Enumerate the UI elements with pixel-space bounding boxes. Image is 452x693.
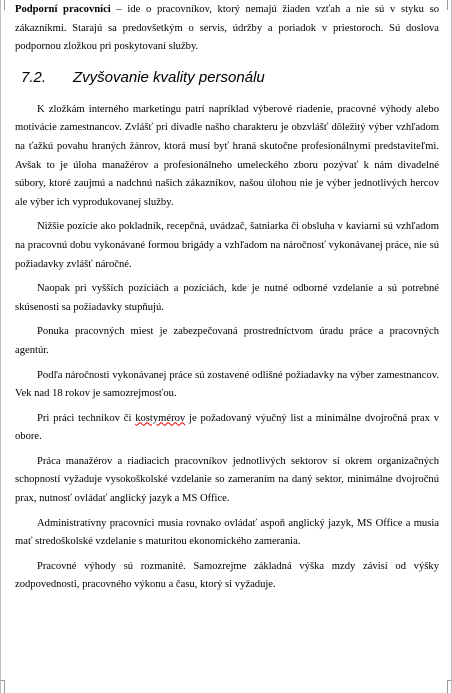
paragraph: Práca manažérov a riadiacich pracovníkov jednotlivých sektorov si okrem organizačných schopností vyžaduje vysokoškolské vzdelanie so zameraním na daný sektor, minimálne dvojročnú prax, nutnosť ovládať anglický jazyk a MS Office.	[15, 455, 439, 505]
technicians-text-end: je požadovaný výučný list a minimálne dvojročná prax v obore.	[15, 412, 439, 443]
intro-lead: Podporní pracovníci	[15, 4, 111, 15]
paragraph: Administratívny pracovníci musia rovnako ovládať aspoň anglický jazyk, MS Office a musia mať stredoškolské vzdelanie s maturitou ekonomického zamerania.	[15, 517, 439, 548]
margin-marker	[4, 681, 5, 693]
section-heading	[21, 68, 439, 88]
document-body[interactable]	[15, 1, 439, 601]
paragraph: Nižšie pozície ako pokladník, recepčná, uvádzač, šatniarka či obsluha v kaviarni sú vzhľadom na pracovnú dobu vykonávané formou brigády a vzhľadom na náročnosť vykonávanej práce, nie sú požiadavky zvlášť náročné.	[15, 221, 439, 270]
section-title: Zvyšovanie kvality personálu	[73, 68, 265, 86]
paragraph: Naopak pri vyšších pozíciách a pozíciách, kde je nutné odborné vzdelanie a sú potrebné skúsenosti sa požiadavky stupňujú.	[15, 283, 439, 313]
margin-marker	[447, 0, 448, 10]
technicians-text-start: Pri práci technikov či	[37, 412, 136, 424]
intro-text: – ide o pracovníkov, ktorý nemajú žiaden vzťah a nie sú v styku so zákazníkmi. Starajú sa predovšetkým o servis, údržby a poriadok v priestoroch. Sú doslova podpornou zložkou pri poskytovaní služby.	[15, 4, 439, 53]
margin-marker	[447, 680, 451, 681]
paragraph: Pracovné výhody sú rozmanité. Samozrejme základná výška mzdy závisí od výšky zodpovednosti, pracovného výkonu a času, ktorý si vyžaduje.	[15, 560, 439, 591]
margin-marker	[4, 0, 5, 10]
margin-marker	[1, 680, 5, 681]
section-number: 7.2.	[21, 68, 47, 86]
paragraph-technicians	[15, 410, 439, 447]
misspelled-word[interactable]: kostymérov	[135, 412, 186, 424]
intro-paragraph	[15, 1, 439, 57]
paragraph: K zložkám interného marketingu patrí napríklad výberové riadenie, pracovné výhody alebo motivácie zamestnancov. Zvlášť pri divadle našho charakteru je obzvlášť dôležitý výber vzhľadom na ťažkú povahu hraných žánrov, ktorá musí byť hraná skutočne profesionálnymi predstaviteľmi. Avšak to je úloha manažérov a profesionálneho umeleckého zboru pozývať k nám divadelné súbory, ktoré zaujmú a nadchnú našich zákazníkov, našou úlohou nie je výber jednotlivých hercov ale výber ich vyprodukovanej služby.	[15, 103, 439, 208]
paragraph: Ponuka pracovných miest je zabezpečovaná prostredníctvom úradu práce a pracovných agentúr.	[15, 326, 439, 356]
paragraph: Podľa náročnosti vykonávanej práce sú zostavené odlišné požiadavky na výber zamestnancov. Vek nad 18 rokov je samozrejmosťou.	[15, 369, 439, 400]
margin-marker	[447, 681, 448, 693]
